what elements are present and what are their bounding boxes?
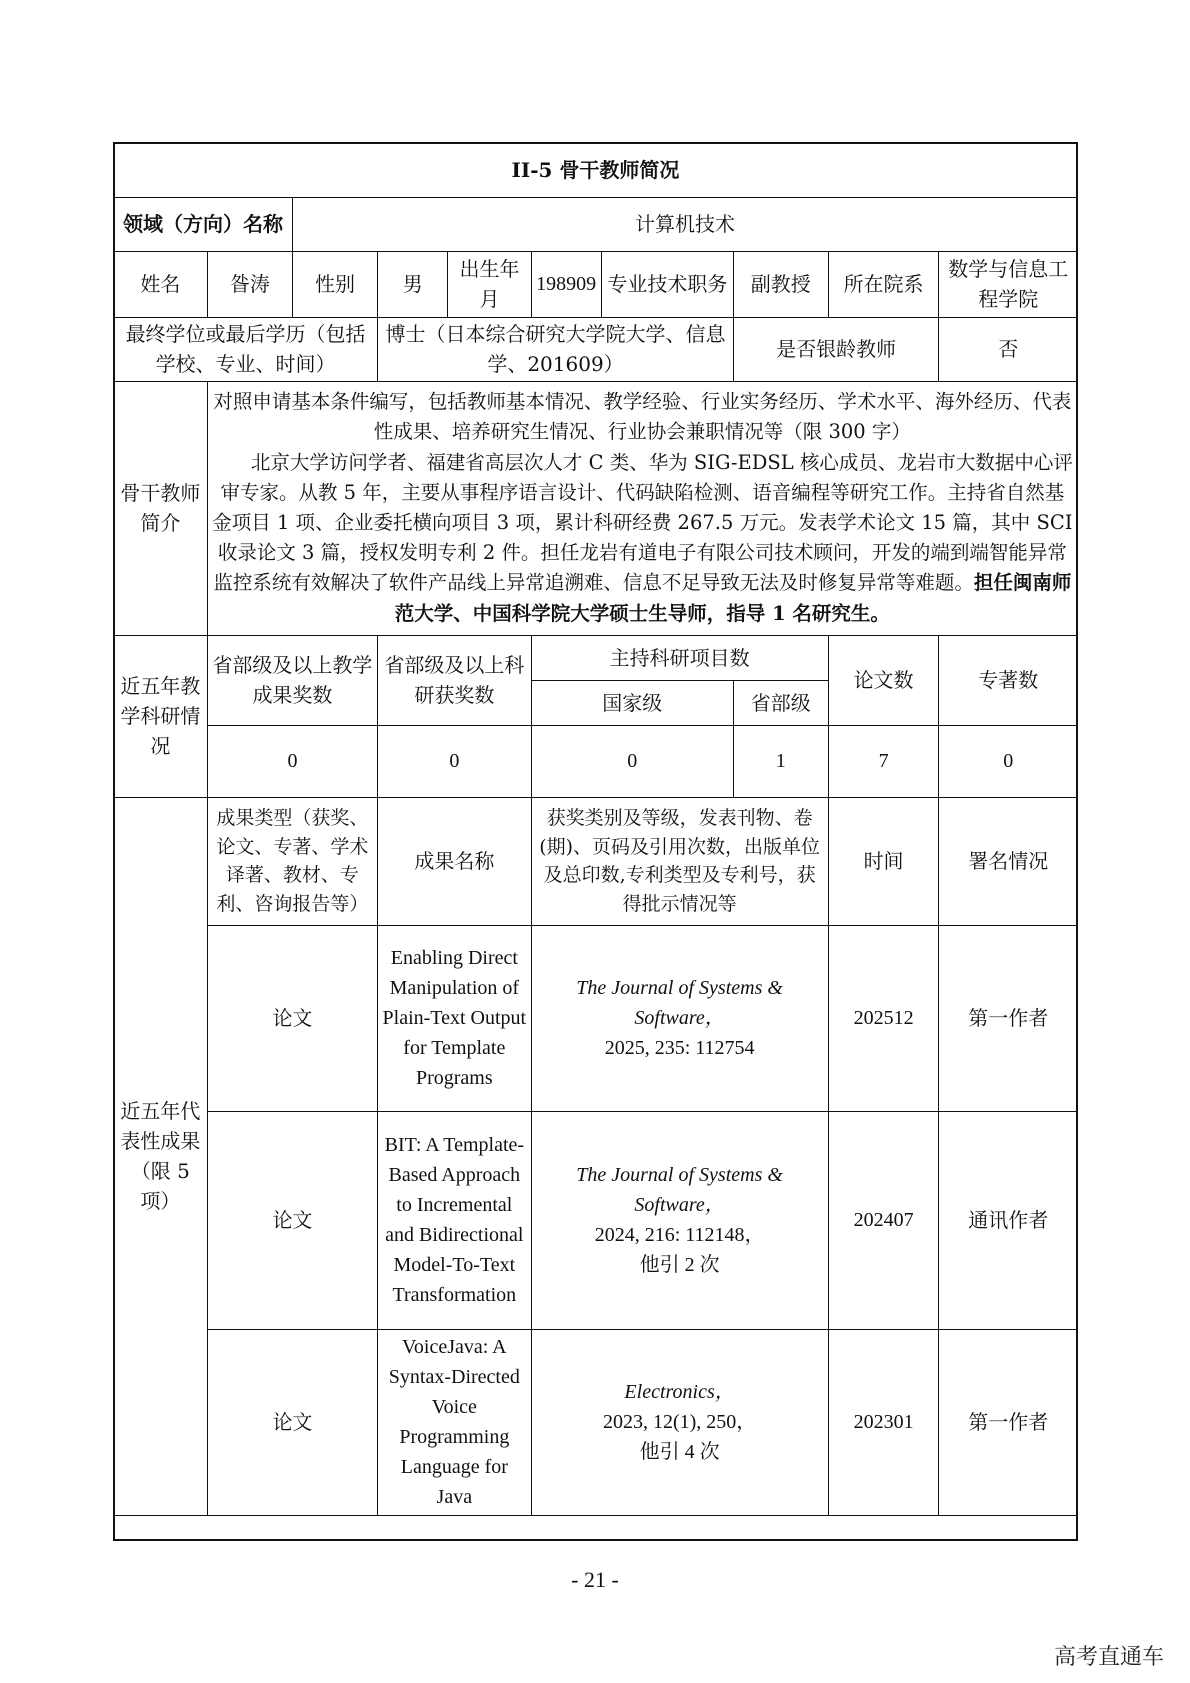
research-awards-value: 0 (378, 725, 531, 797)
table-row (114, 1329, 1078, 1515)
row1-journal: The Journal of Systems & Software， (576, 977, 783, 1029)
page-number: - 21 - (571, 1567, 619, 1592)
teaching-awards-value: 0 (207, 725, 377, 797)
provincial-value: 1 (733, 725, 828, 797)
intro-body (212, 448, 1073, 629)
books-value: 0 (939, 725, 1078, 797)
row2-author: 通讯作者 (939, 1111, 1078, 1329)
row2-detail (531, 1111, 828, 1329)
name-label: 姓名 (114, 251, 208, 317)
gender-label: 性别 (292, 251, 377, 317)
intro-body-text: 北京大学访问学者、福建省高层次人才 C 类、华为 SIG-EDSL 核心成员、龙岩市大数据中心评审专家。从教 5 年，主要从事程序语言设计、代码缺陷检测、语音编程等研究工作。主持省自然基金项目 1 项、企业委托横向项目 3 项，累计科研经费 267.5 万元。发表学术论文 15 篇，其中 SCI 收录论文 3 篇，授权发明专利 2 件。担任龙岩有道电子有限公司技术顾问，开发的端到端智能异常监控系统有效解决了软件产品线上异常追溯难、信息不足导致无法及时修复异常等难题。 (212, 450, 1073, 595)
row3-journal: Electronics， (624, 1381, 735, 1403)
watermark: 高考直通车 (1053, 1645, 1164, 1670)
teacher-profile-table (113, 142, 1078, 1516)
row2-journal: The Journal of Systems & Software， (576, 1164, 783, 1216)
row1-name: Enabling Direct Manipulation of Plain-Text Output for Template Programs (378, 925, 531, 1111)
row2-detail-text: 2024, 216: 112148， (594, 1224, 765, 1246)
title-label: 专业技术职务 (601, 251, 733, 317)
header-type: 成果类型（获奖、论文、专著、学术译著、教材、专利、咨询报告等） (207, 797, 377, 925)
research-awards-label: 省部级及以上科研获奖数 (378, 635, 531, 725)
header-author: 署名情况 (939, 797, 1078, 925)
intro-body-bold: 担任闽南师范大学、中国科学院大学硕士生导师，指导 1 名研究生。 (394, 571, 1072, 625)
name-value: 昝涛 (207, 251, 292, 317)
row3-type: 论文 (207, 1329, 377, 1515)
row2-time: 202407 (828, 1111, 939, 1329)
header-time: 时间 (828, 797, 939, 925)
silver-label: 是否银龄教师 (733, 317, 939, 381)
row3-detail (531, 1329, 828, 1515)
table-row (114, 1111, 1078, 1329)
intro-text (207, 381, 1077, 635)
silver-value: 否 (939, 317, 1078, 381)
field-value: 计算机技术 (292, 197, 1077, 251)
gender-value: 男 (378, 251, 448, 317)
birth-label: 出生年月 (448, 251, 531, 317)
section-title: II-5 骨干教师简况 (114, 143, 1078, 197)
row1-time: 202512 (828, 925, 939, 1111)
stats-label: 近五年教学科研情况 (114, 635, 208, 797)
dept-value: 数学与信息工程学院 (939, 251, 1078, 317)
row3-detail-text: 2023, 12(1), 250， (602, 1411, 757, 1433)
birth-value: 198909 (531, 251, 601, 317)
projects-label: 主持科研项目数 (531, 635, 828, 680)
row2-type: 论文 (207, 1111, 377, 1329)
papers-label: 论文数 (828, 635, 939, 725)
papers-value: 7 (828, 725, 939, 797)
teaching-awards-label: 省部级及以上教学成果奖数 (207, 635, 377, 725)
row3-author: 第一作者 (939, 1329, 1078, 1515)
row1-type: 论文 (207, 925, 377, 1111)
header-name: 成果名称 (378, 797, 531, 925)
books-label: 专著数 (939, 635, 1078, 725)
header-detail: 获奖类别及等级，发表刊物、卷(期)、页码及引用次数，出版单位及总印数,专利类型及专利号，获得批示情况等 (531, 797, 828, 925)
title-value: 副教授 (733, 251, 828, 317)
achievements-label: 近五年代表性成果（限 5 项） (114, 797, 208, 1515)
intro-instruction: 对照申请基本条件编写，包括教师基本情况、教学经验、行业实务经历、学术水平、海外经历、代表性成果、培养研究生情况、行业协会兼职情况等（限 300 字） (213, 390, 1072, 444)
row3-time: 202301 (828, 1329, 939, 1515)
row2-name: BIT: A Template-Based Approach to Incremental and Bidirectional Model-To-Text Transformation (378, 1111, 531, 1329)
field-label: 领域（方向）名称 (114, 197, 293, 251)
row1-author: 第一作者 (939, 925, 1078, 1111)
row2-cite: 他引 2 次 (639, 1254, 720, 1276)
provincial-label: 省部级 (733, 680, 828, 725)
degree-label: 最终学位或最后学历（包括学校、专业、时间） (114, 317, 378, 381)
row1-detail (531, 925, 828, 1111)
national-value: 0 (531, 725, 733, 797)
national-label: 国家级 (531, 680, 733, 725)
row1-detail-text: 2025, 235: 112754 (604, 1037, 755, 1059)
row3-cite: 他引 4 次 (639, 1441, 720, 1463)
degree-value: 博士（日本综合研究大学院大学、信息学、201609） (378, 317, 734, 381)
table-row (114, 925, 1078, 1111)
row3-name: VoiceJava: A Syntax-Directed Voice Programming Language for Java (378, 1329, 531, 1515)
dept-label: 所在院系 (828, 251, 939, 317)
intro-label: 骨干教师简介 (114, 381, 208, 635)
